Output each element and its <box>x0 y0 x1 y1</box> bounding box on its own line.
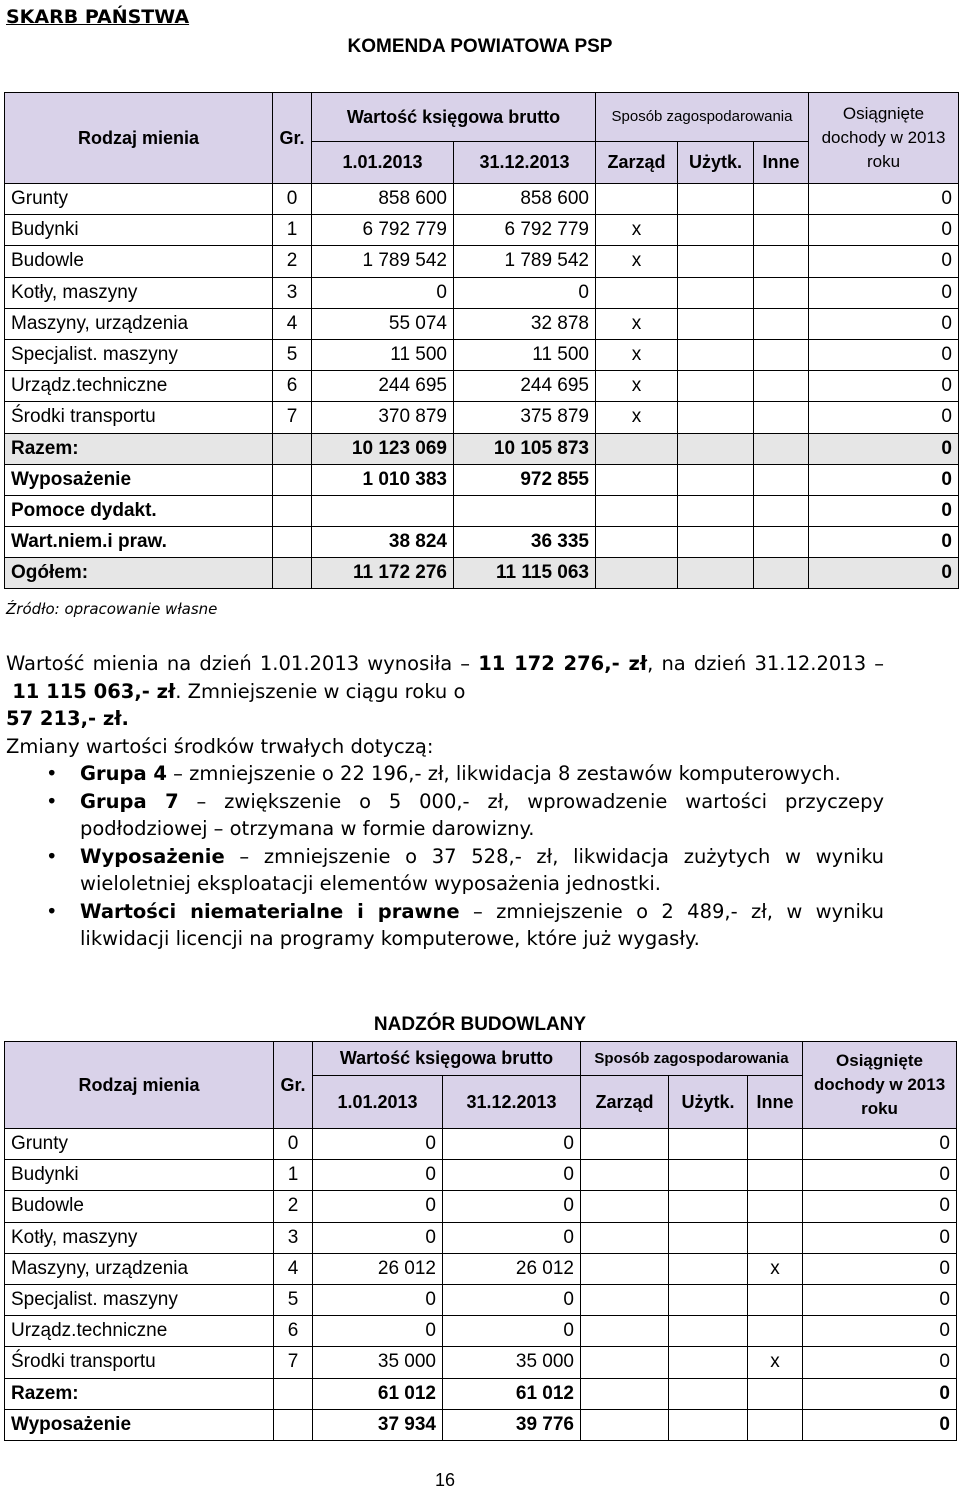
cell-value-end: 0 <box>443 1284 581 1315</box>
cell-zarzad <box>596 527 678 558</box>
table-row <box>5 215 959 246</box>
summary-value-decrease: 57 213,- zł. <box>6 707 129 730</box>
cell-value-end: 972 855 <box>454 464 596 495</box>
header-zarzad: Zarząd <box>596 142 678 184</box>
header-sposob: Sposób zagospodarowania <box>581 1042 803 1076</box>
cell-zarzad: x <box>596 371 678 402</box>
list-item-text: – zmniejszenie o 2 489,- zł, w wyniku likwidacji licencji na programy komputerowe, które już wygasły. <box>80 899 884 950</box>
header-rodzaj: Rodzaj mienia <box>5 93 273 184</box>
cell-name: Specjalist. maszyny <box>5 1284 274 1315</box>
cell-dochody: 0 <box>803 1347 957 1378</box>
cell-uzytk <box>678 215 754 246</box>
cell-name: Wyposażenie <box>5 1409 274 1440</box>
cell-uzytk <box>678 558 754 589</box>
cell-name: Kotły, maszyny <box>5 1222 274 1253</box>
document-heading: SKARB PAŃSTWA <box>6 6 190 28</box>
cell-value-end: 10 105 873 <box>454 433 596 464</box>
cell-value-start: 858 600 <box>312 184 454 215</box>
cell-value-start: 37 934 <box>313 1409 443 1440</box>
cell-value-end: 0 <box>443 1160 581 1191</box>
cell-dochody: 0 <box>803 1191 957 1222</box>
cell-value-end: 32 878 <box>454 308 596 339</box>
cell-name: Specjalist. maszyny <box>5 339 273 370</box>
cell-name: Grunty <box>5 1129 274 1160</box>
cell-uzytk <box>669 1378 748 1409</box>
table-row <box>5 246 959 277</box>
cell-inne <box>754 464 809 495</box>
cell-dochody: 0 <box>809 277 959 308</box>
cell-dochody: 0 <box>809 495 959 526</box>
table-row <box>5 1191 957 1222</box>
cell-inne <box>748 1160 803 1191</box>
page-number: 16 <box>434 1470 456 1490</box>
cell-uzytk <box>669 1191 748 1222</box>
list-item-title: Wyposażenie <box>80 844 225 868</box>
table-row <box>5 1378 957 1409</box>
cell-dochody: 0 <box>803 1409 957 1440</box>
cell-value-end: 35 000 <box>443 1347 581 1378</box>
header-date-start: 1.01.2013 <box>313 1076 443 1129</box>
summary-paragraph: Wartość mienia na dzień 1.01.2013 wynosiła – 11 172 276,- zł, na dzień 31.12.2013 – 11 115 063,- zł. Zmniejszenie w ciągu roku o 57 213,- zł. <box>6 652 885 730</box>
cell-gr <box>273 527 312 558</box>
bullet-icon: • <box>46 789 58 813</box>
cell-inne <box>748 1284 803 1315</box>
cell-zarzad <box>596 433 678 464</box>
list-item-text: – zmniejszenie o 22 196,- zł, likwidacja 8 zestawów komputerowych. <box>166 762 841 785</box>
cell-value-end: 1 789 542 <box>454 246 596 277</box>
cell-inne <box>754 558 809 589</box>
cell-dochody: 0 <box>809 215 959 246</box>
cell-value-end: 36 335 <box>454 527 596 558</box>
header-osiagniete: Osiągnięte dochody w 2013 roku <box>809 93 959 184</box>
header-uzytk: Użytk. <box>678 142 754 184</box>
header-date-start: 1.01.2013 <box>312 142 454 184</box>
cell-name: Budowle <box>5 1191 274 1222</box>
cell-value-start <box>312 495 454 526</box>
table-row <box>5 433 959 464</box>
cell-value-end: 61 012 <box>443 1378 581 1409</box>
list-item <box>6 760 884 788</box>
cell-inne <box>748 1129 803 1160</box>
table-row <box>5 1160 957 1191</box>
cell-gr <box>273 464 312 495</box>
cell-value-end: 11 115 063 <box>454 558 596 589</box>
table-row <box>5 1347 957 1378</box>
cell-uzytk <box>678 184 754 215</box>
cell-dochody: 0 <box>809 246 959 277</box>
table-row <box>5 527 959 558</box>
cell-inne <box>754 308 809 339</box>
cell-value-start: 10 123 069 <box>312 433 454 464</box>
cell-value-end: 0 <box>443 1129 581 1160</box>
table-row <box>5 1253 957 1284</box>
cell-gr: 4 <box>273 308 312 339</box>
cell-inne <box>748 1316 803 1347</box>
cell-name: Razem: <box>5 1378 274 1409</box>
cell-inne <box>748 1378 803 1409</box>
cell-zarzad <box>581 1253 669 1284</box>
cell-gr: 0 <box>273 184 312 215</box>
cell-value-start: 0 <box>313 1191 443 1222</box>
summary-part-2: , na dzień 31.12.2013 – <box>647 652 885 675</box>
table-row <box>5 277 959 308</box>
cell-zarzad: x <box>596 215 678 246</box>
list-item-text: – zmniejszenie o 37 528,- zł, likwidacja zużytych w wyniku wieloletniej eksploatacji elementów wyposażenia jednostki. <box>80 844 884 895</box>
cell-gr: 1 <box>274 1160 313 1191</box>
cell-dochody: 0 <box>809 433 959 464</box>
header-date-end: 31.12.2013 <box>454 142 596 184</box>
cell-uzytk <box>669 1129 748 1160</box>
header-wartosc: Wartość księgowa brutto <box>312 93 596 142</box>
cell-value-start: 0 <box>313 1160 443 1191</box>
cell-gr: 6 <box>274 1316 313 1347</box>
cell-name: Budowle <box>5 246 273 277</box>
cell-zarzad <box>581 1160 669 1191</box>
cell-gr: 7 <box>273 402 312 433</box>
cell-value-start: 11 500 <box>312 339 454 370</box>
bullet-icon: • <box>46 844 58 868</box>
summary-part-1: Wartość mienia na dzień 1.01.2013 wynosiła <box>6 652 453 675</box>
cell-gr: 5 <box>274 1284 313 1315</box>
cell-inne <box>754 433 809 464</box>
header-zarzad: Zarząd <box>581 1076 669 1129</box>
cell-zarzad: x <box>596 339 678 370</box>
cell-name: Urządz.techniczne <box>5 371 273 402</box>
cell-gr: 0 <box>274 1129 313 1160</box>
cell-inne <box>754 402 809 433</box>
cell-value-start: 55 074 <box>312 308 454 339</box>
table-row <box>5 1284 957 1315</box>
table-row <box>5 464 959 495</box>
cell-value-end: 26 012 <box>443 1253 581 1284</box>
cell-dochody: 0 <box>803 1129 957 1160</box>
cell-inne <box>754 371 809 402</box>
header-gr: Gr. <box>274 1042 313 1129</box>
section-title-nadzor: NADZÓR BUDOWLANY <box>373 1014 587 1035</box>
changes-list <box>6 760 884 953</box>
cell-gr: 3 <box>274 1222 313 1253</box>
table-psp-body <box>5 184 959 589</box>
cell-value-start: 26 012 <box>313 1253 443 1284</box>
cell-name: Ogółem: <box>5 558 273 589</box>
cell-dochody: 0 <box>803 1160 957 1191</box>
table-row <box>5 308 959 339</box>
header-inne: Inne <box>748 1076 803 1129</box>
cell-value-start: 11 172 276 <box>312 558 454 589</box>
cell-value-start: 1 789 542 <box>312 246 454 277</box>
cell-name: Środki transportu <box>5 1347 274 1378</box>
bullet-icon: • <box>46 762 58 785</box>
cell-zarzad: x <box>596 402 678 433</box>
cell-gr: 4 <box>274 1253 313 1284</box>
list-item-text: – zwiększenie o 5 000,- zł, wprowadzenie wartości przyczepy podłodziowej – otrzymana w formie darowizny. <box>80 789 884 840</box>
cell-value-start: 1 010 383 <box>312 464 454 495</box>
source-note: Źródło: opracowanie własne <box>6 600 218 618</box>
cell-dochody: 0 <box>809 464 959 495</box>
cell-gr: 3 <box>273 277 312 308</box>
cell-zarzad <box>596 558 678 589</box>
header-uzytk: Użytk. <box>669 1076 748 1129</box>
cell-name: Maszyny, urządzenia <box>5 308 273 339</box>
cell-uzytk <box>678 433 754 464</box>
table-row <box>5 1409 957 1440</box>
table-row <box>5 184 959 215</box>
cell-inne: x <box>748 1253 803 1284</box>
cell-value-end: 0 <box>443 1316 581 1347</box>
cell-value-end: 375 879 <box>454 402 596 433</box>
cell-dochody: 0 <box>803 1316 957 1347</box>
header-osiagniete: Osiągnięte dochody w 2013 roku <box>803 1042 957 1129</box>
cell-dochody: 0 <box>809 527 959 558</box>
cell-uzytk <box>678 402 754 433</box>
cell-zarzad <box>596 277 678 308</box>
cell-value-start: 6 792 779 <box>312 215 454 246</box>
table-nadzor-body <box>5 1129 957 1441</box>
cell-zarzad <box>581 1129 669 1160</box>
cell-inne <box>754 215 809 246</box>
table-row <box>5 495 959 526</box>
list-item <box>6 843 884 898</box>
cell-value-end: 244 695 <box>454 371 596 402</box>
cell-value-start: 0 <box>312 277 454 308</box>
list-item-title: Grupa 7 <box>80 789 179 813</box>
cell-gr: 2 <box>273 246 312 277</box>
cell-uzytk <box>678 464 754 495</box>
cell-uzytk <box>669 1409 748 1440</box>
header-gr: Gr. <box>273 93 312 184</box>
cell-dochody: 0 <box>809 402 959 433</box>
cell-uzytk <box>669 1222 748 1253</box>
cell-gr: 1 <box>273 215 312 246</box>
cell-dochody: 0 <box>803 1378 957 1409</box>
table-row <box>5 1129 957 1160</box>
cell-value-start: 0 <box>313 1316 443 1347</box>
cell-name: Środki transportu <box>5 402 273 433</box>
cell-name: Budynki <box>5 215 273 246</box>
table-psp <box>4 92 959 589</box>
cell-uzytk <box>678 371 754 402</box>
cell-inne: x <box>748 1347 803 1378</box>
cell-inne <box>754 527 809 558</box>
cell-value-start: 0 <box>313 1284 443 1315</box>
header-rodzaj: Rodzaj mienia <box>5 1042 274 1129</box>
cell-name: Pomoce dydakt. <box>5 495 273 526</box>
cell-gr: 5 <box>273 339 312 370</box>
header-sposob: Sposób zagospodarowania <box>596 93 809 142</box>
cell-uzytk <box>669 1316 748 1347</box>
cell-zarzad <box>596 464 678 495</box>
cell-inne <box>754 495 809 526</box>
bullet-icon: • <box>46 899 58 923</box>
cell-name: Razem: <box>5 433 273 464</box>
cell-inne <box>754 246 809 277</box>
cell-uzytk <box>669 1284 748 1315</box>
cell-dochody: 0 <box>809 339 959 370</box>
list-item-title: Grupa 4 <box>80 762 167 785</box>
cell-zarzad <box>596 495 678 526</box>
cell-value-start: 0 <box>313 1222 443 1253</box>
cell-uzytk <box>678 527 754 558</box>
header-inne: Inne <box>754 142 809 184</box>
summary-value-start: 11 172 276,- zł <box>478 652 648 675</box>
cell-gr <box>273 495 312 526</box>
cell-uzytk <box>678 495 754 526</box>
cell-name: Wart.niem.i praw. <box>5 527 273 558</box>
cell-zarzad <box>581 1409 669 1440</box>
cell-dochody: 0 <box>809 371 959 402</box>
cell-gr: 6 <box>273 371 312 402</box>
cell-zarzad <box>581 1222 669 1253</box>
cell-inne <box>754 339 809 370</box>
cell-zarzad: x <box>596 308 678 339</box>
cell-uzytk <box>678 246 754 277</box>
cell-zarzad <box>581 1316 669 1347</box>
cell-name: Budynki <box>5 1160 274 1191</box>
cell-zarzad <box>581 1347 669 1378</box>
table-row <box>5 558 959 589</box>
cell-name: Grunty <box>5 184 273 215</box>
cell-value-end <box>454 495 596 526</box>
table-row <box>5 371 959 402</box>
cell-value-start: 35 000 <box>313 1347 443 1378</box>
changes-intro: Zmiany wartości środków trwałych dotyczą: <box>6 735 434 758</box>
cell-dochody: 0 <box>809 308 959 339</box>
cell-gr <box>274 1409 313 1440</box>
table-row <box>5 1316 957 1347</box>
cell-uzytk <box>669 1347 748 1378</box>
cell-dochody: 0 <box>809 558 959 589</box>
cell-zarzad <box>581 1284 669 1315</box>
cell-uzytk <box>678 308 754 339</box>
cell-gr <box>274 1378 313 1409</box>
table-row <box>5 1222 957 1253</box>
cell-uzytk <box>669 1160 748 1191</box>
cell-inne <box>748 1409 803 1440</box>
cell-uzytk <box>669 1253 748 1284</box>
cell-value-end: 39 776 <box>443 1409 581 1440</box>
cell-value-start: 370 879 <box>312 402 454 433</box>
cell-inne <box>748 1222 803 1253</box>
cell-uzytk <box>678 339 754 370</box>
header-date-end: 31.12.2013 <box>443 1076 581 1129</box>
cell-value-start: 244 695 <box>312 371 454 402</box>
cell-inne <box>754 277 809 308</box>
cell-dochody: 0 <box>803 1284 957 1315</box>
cell-zarzad: x <box>596 246 678 277</box>
cell-name: Urządz.techniczne <box>5 1316 274 1347</box>
cell-inne <box>754 184 809 215</box>
cell-name: Wyposażenie <box>5 464 273 495</box>
table-row <box>5 402 959 433</box>
table-nadzor <box>4 1041 957 1441</box>
cell-dochody: 0 <box>809 184 959 215</box>
cell-value-end: 11 500 <box>454 339 596 370</box>
cell-zarzad <box>596 184 678 215</box>
cell-name: Kotły, maszyny <box>5 277 273 308</box>
cell-zarzad <box>581 1378 669 1409</box>
cell-value-start: 0 <box>313 1129 443 1160</box>
cell-value-end: 0 <box>454 277 596 308</box>
list-item <box>6 788 884 843</box>
cell-zarzad <box>581 1191 669 1222</box>
list-item-title: Wartości niematerialne i prawne <box>80 899 460 923</box>
cell-gr <box>273 433 312 464</box>
cell-gr: 2 <box>274 1191 313 1222</box>
cell-value-end: 0 <box>443 1222 581 1253</box>
cell-gr: 7 <box>274 1347 313 1378</box>
cell-value-end: 858 600 <box>454 184 596 215</box>
table-row <box>5 339 959 370</box>
summary-part-3: . Zmniejszenie w ciągu roku o <box>175 679 466 703</box>
cell-inne <box>748 1191 803 1222</box>
summary-value-end: 11 115 063,- zł <box>12 679 176 703</box>
cell-value-start: 61 012 <box>313 1378 443 1409</box>
cell-gr <box>273 558 312 589</box>
cell-dochody: 0 <box>803 1222 957 1253</box>
cell-value-end: 0 <box>443 1191 581 1222</box>
cell-value-start: 38 824 <box>312 527 454 558</box>
cell-dochody: 0 <box>803 1253 957 1284</box>
cell-value-end: 6 792 779 <box>454 215 596 246</box>
header-wartosc: Wartość księgowa brutto <box>313 1042 581 1076</box>
cell-uzytk <box>678 277 754 308</box>
list-item <box>6 898 884 953</box>
section-title-psp: KOMENDA POWIATOWA PSP <box>347 36 613 57</box>
cell-name: Maszyny, urządzenia <box>5 1253 274 1284</box>
